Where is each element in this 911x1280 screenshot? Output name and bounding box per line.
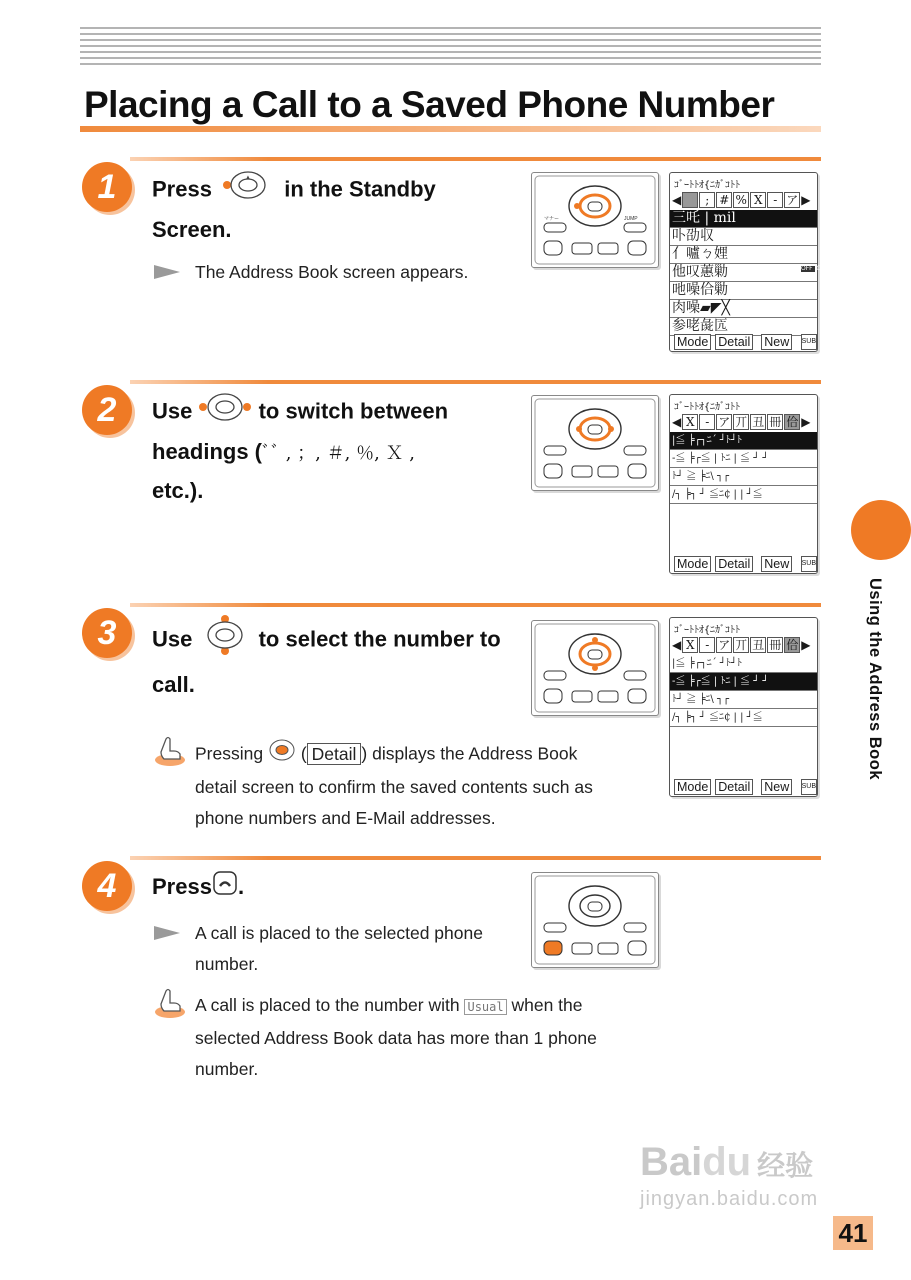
softkey-bar: [670, 334, 817, 350]
nav-key-icon: [218, 170, 278, 211]
step-4-divider: [130, 856, 821, 860]
softkey-new[interactable]: New: [761, 334, 792, 350]
step-4-heading: [152, 868, 244, 907]
list-item[interactable]: 参咾彘匟: [670, 318, 817, 336]
step-1-divider: [130, 157, 821, 161]
result-arrow-icon: [154, 265, 180, 279]
step-4-note: [195, 990, 665, 1085]
tab-1: ;: [699, 192, 715, 208]
softkey-new[interactable]: New: [761, 779, 792, 795]
step-2-divider: [130, 380, 821, 384]
step-4-result: [195, 918, 525, 980]
tab-0: ▮: [682, 192, 698, 208]
step-2-heading-c: headings (: [152, 439, 263, 464]
tab-0: X: [682, 414, 698, 430]
tab-5: 冊: [769, 638, 782, 652]
watermark-brand-a: Bai: [640, 1140, 703, 1184]
tab-4: X: [750, 192, 766, 208]
note-text: when the: [511, 995, 583, 1015]
keypad-illustration-3: [531, 620, 659, 716]
softkey-mode[interactable]: Mode: [674, 556, 711, 572]
status-badge: OFF ICN: [801, 265, 825, 272]
note-open-paren: (: [300, 743, 307, 764]
tab-3: 丌: [735, 415, 748, 429]
screen-3-header: ｺﾞｰﾄﾄｵ{ﾆｶﾞｺﾄﾄ: [674, 625, 741, 636]
list-item[interactable]: |≦ ╞┌┐ﾆ´ ┘ﾄ┘ﾄ: [670, 432, 817, 450]
tab-4: 丑: [752, 638, 765, 652]
tab-4: 丑: [752, 415, 765, 429]
list-item[interactable]: 肉噪▰◤╳: [670, 300, 817, 318]
softkey-sub[interactable]: SUB: [801, 334, 817, 350]
note-text: ) displays the Address Book: [361, 743, 578, 764]
screen-2-header: ｺﾞｰﾄﾄｵ{ﾆｶﾞｺﾄﾄ: [674, 402, 741, 413]
watermark: [640, 1140, 818, 1211]
softkey-bar: [670, 779, 817, 795]
softkey-new[interactable]: New: [761, 556, 792, 572]
nav-key-leftright-icon: [198, 392, 252, 433]
keypad-illustration-4: [531, 872, 659, 968]
list-item[interactable]: 三吒 | mil: [670, 210, 817, 228]
step-1-badge: 1: [82, 162, 132, 212]
note-text: selected Address Book data has more than 1 phone: [195, 1028, 597, 1048]
screen-1-tabs: ◀ ▮ ; # % X - ア ▶: [672, 193, 811, 207]
note-text: Pressing: [195, 743, 264, 764]
tab-3: 丌: [735, 638, 748, 652]
list-item-text: 他叹蕙勦: [672, 264, 728, 280]
address-book-screen-1: [669, 172, 825, 352]
chapter-label: Using the Address Book: [866, 578, 884, 780]
usual-icon: Usual: [464, 999, 506, 1015]
screen-2-tabs: ◀ X - ア 丌 丑 冊 佮 ▶: [672, 415, 811, 429]
step-1-heading-a: Press: [152, 176, 212, 202]
tab-0: X: [682, 637, 698, 653]
svg-text:JUMP: JUMP: [624, 216, 638, 222]
softkey-sub[interactable]: SUB: [801, 556, 817, 572]
list-item[interactable]: [670, 264, 825, 282]
step-4-badge: 4: [82, 861, 132, 911]
call-key-icon: [212, 870, 238, 907]
step-2-heading: [152, 392, 448, 509]
watermark-brand-cn: 经验: [757, 1150, 814, 1181]
svg-text:マナー: マナー: [544, 216, 560, 222]
softkey-detail[interactable]: Detail: [715, 779, 753, 795]
note-text: A call is placed to the number with: [195, 995, 460, 1015]
page-title: Placing a Call to a Saved Phone Number: [84, 84, 775, 125]
note-text: phone numbers and E-Mail addresses.: [195, 808, 496, 828]
step-2-heading-a: Use: [152, 398, 193, 424]
softkey-detail[interactable]: Detail: [715, 556, 753, 572]
list-item[interactable]: ﾄ┘ ≧ ╞ﾆ\ ┐┌: [670, 468, 817, 486]
nav-key-updown-icon: [198, 615, 252, 666]
address-book-screen-2: [669, 394, 818, 574]
page-number: 41: [833, 1216, 873, 1250]
list-item[interactable]: 亻嚧ㄅ娌: [670, 246, 817, 264]
tab-1: -: [699, 637, 715, 653]
step-3-heading-a: Use: [152, 626, 193, 652]
chapter-tab: [851, 500, 911, 560]
step-1-heading-c: Screen.: [152, 217, 232, 242]
watermark-brand-b: du: [702, 1140, 752, 1184]
step-2-heading-b: to switch between: [258, 398, 449, 424]
note-text: detail screen to confirm the saved contents such as: [195, 777, 593, 797]
hand-pointer-icon: [152, 733, 188, 774]
tab-1: -: [699, 414, 715, 430]
tab-2: ア: [718, 638, 731, 652]
step-3-heading-c: call.: [152, 672, 195, 697]
list-item[interactable]: ﾄ┘ ≧ ╞ﾆ\ ┐┌: [670, 691, 817, 709]
softkey-sub[interactable]: SUB: [801, 779, 817, 795]
step-2-heading-d: etc.).: [152, 478, 204, 503]
list-item[interactable]: -≦ ╞┌≦ | ﾄﾆ | ≦ ┘ ┘: [670, 673, 817, 691]
step-1-heading-b: in the Standby: [284, 176, 436, 202]
center-key-icon: [268, 738, 296, 772]
step-2-heading-tabs: ﾞﾞ , ；, ＃, ％, Ｘ ,: [262, 443, 415, 464]
softkey-bar: [670, 556, 817, 572]
tab-6: 佮: [786, 415, 799, 429]
softkey-detail[interactable]: Detail: [715, 334, 753, 350]
screen-3-tabs: ◀ X - ア 丌 丑 冊 佮 ▶: [672, 638, 811, 652]
tab-5: 冊: [769, 415, 782, 429]
softkey-mode[interactable]: Mode: [674, 779, 711, 795]
address-book-screen-3: [669, 617, 818, 797]
title-underline: [80, 126, 821, 132]
step-3-badge: 3: [82, 608, 132, 658]
list-item[interactable]: /┐ ╞┐ ┘ ≦ﾆ₵ | | ┘≦: [670, 486, 817, 504]
softkey-mode[interactable]: Mode: [674, 334, 711, 350]
step-2-badge: 2: [82, 385, 132, 435]
result-arrow-icon: [154, 926, 180, 940]
list-item[interactable]: 卟劭収: [670, 228, 817, 246]
screen-1-header: ｺﾞｰﾄﾄｵ{ﾆｶﾞｺﾄﾄ: [674, 180, 741, 191]
svg-text:▲: ▲: [245, 175, 252, 181]
tab-2: ア: [718, 415, 731, 429]
header-stripes: [80, 27, 821, 65]
step-4-heading-a: Press: [152, 874, 212, 899]
list-item[interactable]: 吔噪佮勦: [670, 282, 817, 300]
list-item[interactable]: |≦ ╞┌┐ﾆ´ ┘ﾄ┘ﾄ: [670, 655, 817, 673]
list-item[interactable]: -≦ ╞┌≦ | ﾄﾆ | ≦ ┘ ┘: [670, 450, 817, 468]
tab-3: %: [733, 192, 749, 208]
step-1-heading: [152, 170, 436, 248]
result-text: A call is placed to the selected phone: [195, 923, 483, 943]
tab-2: #: [716, 192, 732, 208]
tab-6: 佮: [786, 638, 799, 652]
note-text: number.: [195, 1059, 259, 1079]
step-3-divider: [130, 603, 821, 607]
keypad-illustration-1: [531, 172, 659, 268]
step-1-result: The Address Book screen appears.: [195, 262, 469, 282]
list-item[interactable]: /┐ ╞┐ ┘ ≦ﾆ₵ | | ┘≦: [670, 709, 817, 727]
tab-5: -: [767, 192, 783, 208]
step-3-heading-b: to select the number to: [258, 626, 501, 652]
step-3-note: [195, 738, 665, 834]
hand-pointer-icon: [152, 985, 188, 1026]
keypad-illustration-2: [531, 395, 659, 491]
step-4-heading-end: .: [237, 874, 245, 899]
result-text: number.: [195, 954, 259, 974]
detail-softkey-label: Detail: [307, 743, 362, 765]
step-3-heading: [152, 615, 501, 703]
watermark-url: jingyan.baidu.com: [640, 1188, 819, 1210]
tab-6: ア: [786, 193, 799, 207]
